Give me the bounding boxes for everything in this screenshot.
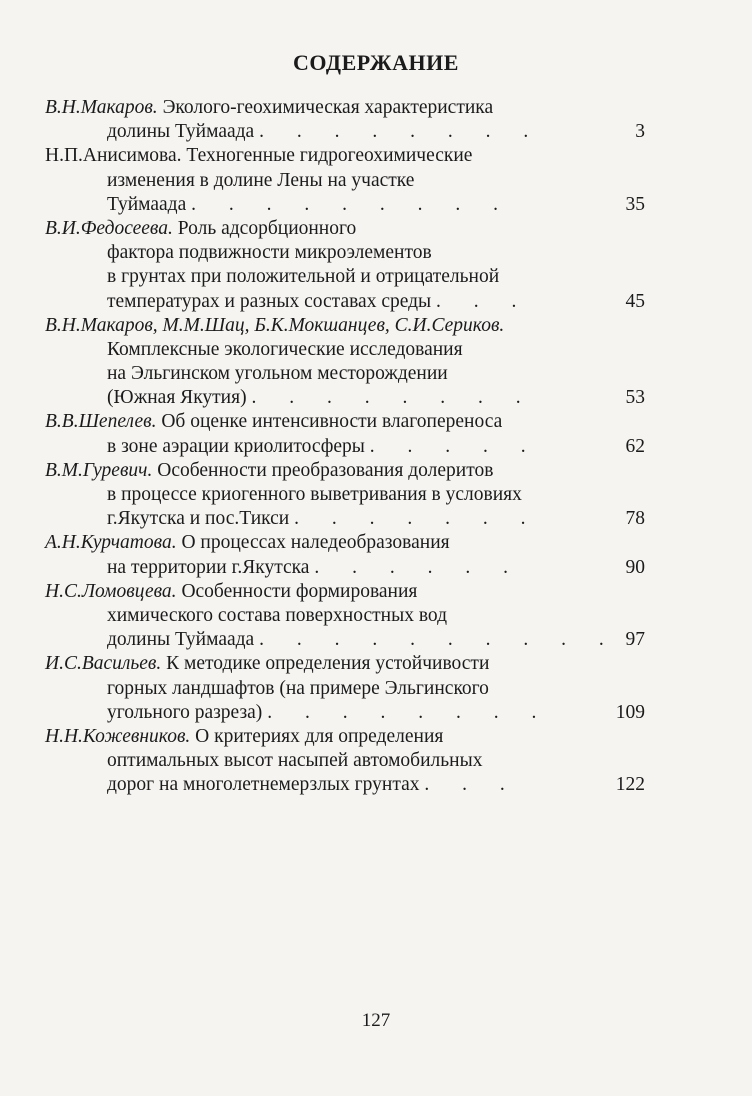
toc-entry — [45, 459, 665, 532]
toc-entry — [45, 144, 665, 217]
toc-entry — [45, 314, 665, 411]
page-title: СОДЕРЖАНИЕ — [293, 50, 459, 75]
toc-entry-line — [45, 652, 665, 676]
toc-page-number: 62 — [625, 435, 645, 457]
toc-entry-line — [45, 314, 665, 338]
dot-leader: . . . — [424, 774, 519, 796]
toc-title-text: долины Туймаада — [107, 629, 255, 651]
toc-title-text: в процессе криогенного выветривания в условиях — [107, 484, 522, 505]
toc-entry-line — [45, 338, 665, 362]
toc-entry-line — [45, 241, 665, 265]
toc-title-text: О критериях для определения — [195, 725, 444, 747]
dot-leader: . . . . . . . . . . — [259, 629, 618, 651]
toc-title-text: фактора подвижности микроэлементов — [107, 242, 432, 264]
toc-entry-line — [45, 725, 665, 749]
toc-entry-line — [45, 483, 665, 507]
toc-entry — [45, 725, 665, 798]
toc-title-text: Об оценке интенсивности влагопереноса — [161, 411, 503, 433]
dot-leader: . . . . . . . . . — [191, 193, 512, 215]
toc-page-number: 53 — [625, 387, 645, 409]
dot-leader: . . . . . . . . — [251, 387, 535, 409]
toc-title-text: в зоне аэрации криолитосферы — [107, 435, 365, 457]
toc-title-text: Н.П.Анисимова. Техногенные гидрогеохимические — [45, 145, 473, 167]
toc-entry-line — [45, 265, 665, 289]
toc-entry-line — [45, 193, 665, 217]
toc-author: А.Н.Курчатова. — [45, 532, 177, 554]
toc-page-number: 35 — [625, 193, 645, 215]
toc-title-text: Эколого-геохимическая характеристика — [162, 97, 494, 118]
page-number: 127 — [361, 1010, 391, 1031]
toc-entry-line — [45, 386, 665, 410]
toc-author: В.Н.Макаров. — [45, 97, 158, 118]
toc-page-number: 45 — [625, 290, 645, 312]
dot-leader: . . . . . . . — [294, 508, 540, 530]
toc-author: В.В.Шепелев. — [45, 411, 157, 433]
toc-title-text: горных ландшафтов (на примере Эльгинского — [107, 677, 489, 699]
toc-entry — [45, 652, 665, 725]
toc-entry-line — [45, 749, 665, 773]
toc-entry — [45, 96, 665, 144]
toc-entry — [45, 531, 665, 579]
toc-author: В.Н.Макаров, М.М.Шац, Б.К.Мокшанцев, С.И.Сериков. — [45, 314, 505, 336]
toc-entry — [45, 580, 665, 653]
toc-title-text: изменения в долине Лены на участке — [107, 169, 415, 191]
toc-author: В.М.Гуревич. — [45, 459, 153, 481]
toc-title-text: Особенности формирования — [181, 580, 418, 602]
toc-entry-line — [45, 217, 665, 241]
toc-title-text: оптимальных высот насыпей автомобильных — [107, 750, 483, 772]
toc-title-text: Роль адсорбционного — [177, 217, 357, 239]
toc-entry-line — [45, 169, 665, 193]
toc-title-text: Особенности преобразования долеритов — [157, 459, 494, 481]
dot-leader: . . . . . . . . — [259, 121, 543, 143]
toc-title-text: долины Туймаада — [107, 121, 255, 143]
toc-entry-line — [45, 120, 665, 144]
dot-leader: . . . . . . — [314, 556, 522, 578]
toc-entry-line — [45, 531, 665, 555]
toc-author: Н.С.Ломовцева. — [45, 580, 177, 602]
toc-title-text: в грунтах при положительной и отрицательной — [107, 266, 500, 288]
toc-entry-line — [45, 556, 665, 580]
toc-entry-line — [45, 459, 665, 483]
toc-title-text: К методике определения устойчивости — [166, 653, 490, 675]
toc-author: Н.Н.Кожевников. — [45, 725, 191, 747]
toc-entry-line — [45, 580, 665, 604]
toc-entry — [45, 410, 665, 458]
toc-page-number: 90 — [625, 556, 645, 578]
toc-title-text: угольного разреза) — [107, 701, 263, 723]
dot-leader: . . . . . . . . — [267, 701, 551, 723]
toc-page-number: 122 — [615, 774, 645, 796]
toc-entry-line — [45, 701, 665, 725]
toc-entry-line — [45, 410, 665, 434]
toc-entry-line — [45, 507, 665, 531]
toc-title-text: на территории г.Якутска — [107, 556, 310, 578]
toc-entry — [45, 217, 665, 314]
toc-page-number: 3 — [635, 121, 645, 143]
toc-entry-line — [45, 628, 665, 652]
dot-leader: . . . . . — [369, 435, 540, 457]
toc-title-text: Комплексные экологические исследования — [107, 338, 463, 360]
toc-entry-line — [45, 144, 665, 168]
toc-entry-line — [45, 677, 665, 701]
toc-page-number: 109 — [615, 701, 645, 723]
toc-title-text: О процессах наледеобразования — [181, 532, 450, 554]
toc-entry-line — [45, 773, 665, 797]
toc-author: И.С.Васильев. — [45, 653, 162, 675]
table-of-contents — [45, 96, 665, 797]
toc-author: В.И.Федосеева. — [45, 217, 173, 239]
dot-leader: . . . — [436, 290, 531, 312]
toc-title-text: дорог на многолетнемерзлых грунтах — [107, 774, 420, 796]
toc-title-text: химического состава поверхностных вод — [107, 604, 448, 626]
toc-entry-line — [45, 362, 665, 386]
toc-entry-line — [45, 290, 665, 314]
toc-title-text: температурах и разных составах среды — [107, 290, 432, 312]
toc-title-text: г.Якутска и пос.Тикси — [107, 508, 290, 530]
toc-entry-line — [45, 96, 665, 120]
toc-entry-line — [45, 604, 665, 628]
toc-title-text: (Южная Якутия) — [107, 387, 247, 409]
toc-page-number: 78 — [625, 508, 645, 530]
toc-title-text: на Эльгинском угольном месторождении — [107, 363, 448, 385]
toc-page-number: 97 — [625, 629, 645, 651]
toc-title-text: Туймаада — [107, 193, 187, 215]
toc-entry-line — [45, 435, 665, 459]
